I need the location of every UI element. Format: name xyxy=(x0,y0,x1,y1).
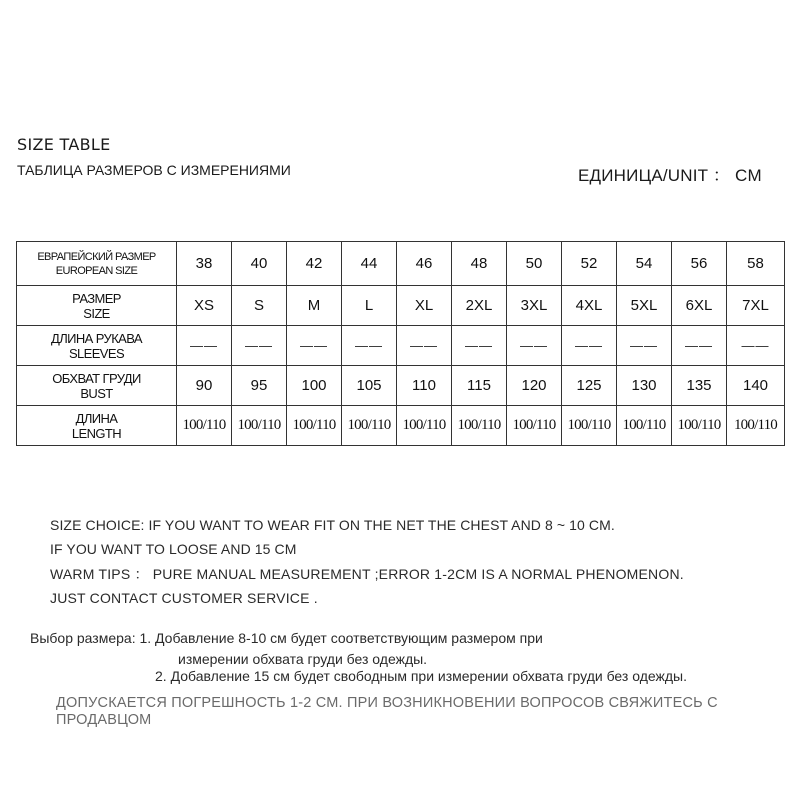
row-label-ru: ДЛИНА РУКАВА xyxy=(51,330,142,346)
table-cell: 38 xyxy=(177,242,232,286)
page-subtitle: ТАБЛИЦА РАЗМЕРОВ С ИЗМЕРЕНИЯМИ xyxy=(17,162,291,178)
table-cell: 90 xyxy=(177,366,232,406)
table-cell: 100/110 xyxy=(397,406,452,446)
table-cell: —— xyxy=(507,326,562,366)
table-cell: 120 xyxy=(507,366,562,406)
table-cell: —— xyxy=(562,326,617,366)
table-cell: 100/110 xyxy=(562,406,617,446)
table-cell: 135 xyxy=(672,366,727,406)
table-cell: XS xyxy=(177,286,232,326)
table-cell: —— xyxy=(342,326,397,366)
table-cell: XL xyxy=(397,286,452,326)
size-table xyxy=(16,241,785,446)
table-cell: —— xyxy=(727,326,785,366)
row-label-en: BUST xyxy=(80,385,113,401)
table-cell: 110 xyxy=(397,366,452,406)
table-cell: 100/110 xyxy=(287,406,342,446)
note-size-choice: SIZE CHOICE: IF YOU WANT TO WEAR FIT ON THE NET THE CHEST AND 8 ~ 10 CM. xyxy=(50,517,615,533)
table-cell: 105 xyxy=(342,366,397,406)
table-cell: —— xyxy=(287,326,342,366)
unit-label: ЕДИНИЦА/UNIT ： CM xyxy=(578,166,762,185)
row-header-cell xyxy=(17,406,177,446)
table-cell: 100 xyxy=(287,366,342,406)
table-cell: 125 xyxy=(562,366,617,406)
row-header-cell xyxy=(17,286,177,326)
note-ru-size-choice: Выбор размера: 1. Добавление 8-10 см будет соответствующим размером при xyxy=(30,630,543,646)
row-label-ru: ЕВРАПЕЙСКИЙ РАЗМЕР xyxy=(37,250,156,263)
table-cell: 48 xyxy=(452,242,507,286)
table-cell: 42 xyxy=(287,242,342,286)
table-cell: 100/110 xyxy=(177,406,232,446)
size-table-body xyxy=(17,242,785,446)
note-ru-loose: 2. Добавление 15 см будет свободным при измерении обхвата груди без одежды. xyxy=(155,668,687,684)
table-cell: —— xyxy=(397,326,452,366)
row-label-en: SIZE xyxy=(83,305,110,321)
table-cell: S xyxy=(232,286,287,326)
table-cell: L xyxy=(342,286,397,326)
table-cell: 6XL xyxy=(672,286,727,326)
table-cell: —— xyxy=(232,326,287,366)
table-cell: 100/110 xyxy=(342,406,397,446)
sleeves-row xyxy=(17,326,785,366)
table-cell: 100/110 xyxy=(727,406,785,446)
table-cell: 100/110 xyxy=(672,406,727,446)
table-cell: M xyxy=(287,286,342,326)
row-label-en: EUROPEAN SIZE xyxy=(55,264,138,277)
table-cell: 95 xyxy=(232,366,287,406)
note-contact: JUST CONTACT CUSTOMER SERVICE . xyxy=(50,590,318,606)
table-cell: 40 xyxy=(232,242,287,286)
note-warm-tips: WARM TIPS ： PURE MANUAL MEASUREMENT ;ERROR 1-2CM IS A NORMAL PHENOMENON. xyxy=(50,566,684,582)
table-cell: 58 xyxy=(727,242,785,286)
row-label-ru: ОБХВАТ ГРУДИ xyxy=(52,370,141,386)
note-ru-warning: ДОПУСКАЕТСЯ ПОГРЕШНОСТЬ 1-2 СМ. ПРИ ВОЗНИКНОВЕНИИ ВОПРОСОВ СВЯЖИТЕСЬ С ПРОДАВЦОМ xyxy=(56,695,718,728)
table-cell: 52 xyxy=(562,242,617,286)
note-ru-size-choice-cont: измерении обхвата груди без одежды. xyxy=(178,651,428,667)
table-cell: 2XL xyxy=(452,286,507,326)
length-row xyxy=(17,406,785,446)
note-loose: IF YOU WANT TO LOOSE AND 15 CM xyxy=(50,541,297,557)
table-cell: 54 xyxy=(617,242,672,286)
row-header-cell xyxy=(17,242,177,286)
table-cell: 56 xyxy=(672,242,727,286)
row-header-cell xyxy=(17,366,177,406)
table-cell: 46 xyxy=(397,242,452,286)
row-label-ru: ДЛИНА xyxy=(75,410,118,426)
table-cell: 3XL xyxy=(507,286,562,326)
row-label-en: LENGTH xyxy=(71,425,122,441)
table-cell: 44 xyxy=(342,242,397,286)
table-cell: 7XL xyxy=(727,286,785,326)
table-cell: 130 xyxy=(617,366,672,406)
row-header-cell xyxy=(17,326,177,366)
table-cell: 100/110 xyxy=(507,406,562,446)
table-cell: —— xyxy=(617,326,672,366)
table-cell: 100/110 xyxy=(232,406,287,446)
table-cell: —— xyxy=(672,326,727,366)
european-size-row xyxy=(17,242,785,286)
table-cell: 100/110 xyxy=(617,406,672,446)
row-label-ru: РАЗМЕР xyxy=(72,290,121,306)
table-cell: 140 xyxy=(727,366,785,406)
size-row xyxy=(17,286,785,326)
table-cell: 100/110 xyxy=(452,406,507,446)
page-title: SIZE TABLE xyxy=(17,135,111,154)
table-cell: 5XL xyxy=(617,286,672,326)
bust-row xyxy=(17,366,785,406)
table-cell: 115 xyxy=(452,366,507,406)
table-cell: —— xyxy=(177,326,232,366)
row-label-en: SLEEVES xyxy=(68,345,125,361)
table-cell: 50 xyxy=(507,242,562,286)
table-cell: 4XL xyxy=(562,286,617,326)
table-cell: —— xyxy=(452,326,507,366)
